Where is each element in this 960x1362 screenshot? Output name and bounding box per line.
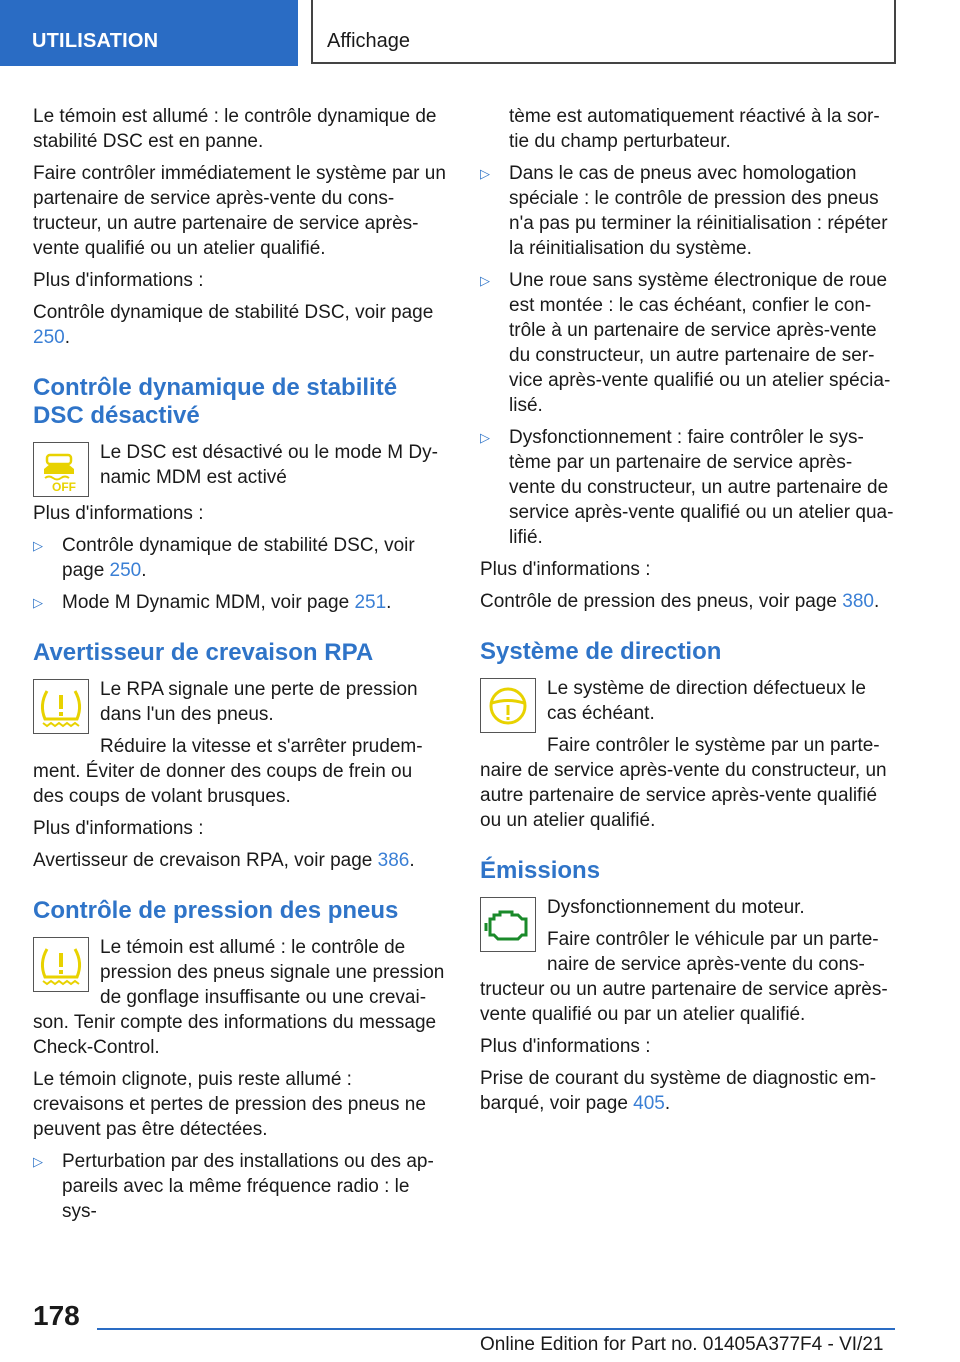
paragraph: Plus d'informations : <box>33 270 204 291</box>
triangle-bullet-icon: ▷ <box>480 273 490 288</box>
section-heading-steering: Système de direction <box>480 638 722 665</box>
paragraph: Faire contrôler le système par un parte- naire de service après-vente du constructeur, un autre partenaire de service après-vente qualifié ou un atelier qualifié. <box>480 735 887 831</box>
list-item: ▷ Dysfonctionnement : faire contrôler le sys-tème par un partenaire de service après-vente du constructeur, un autre partenaire de service après-vente qualifié ou un atelier qua-lifié. <box>480 427 894 548</box>
list-item: ▷ Une roue sans système électronique de roue est montée : le cas échéant, confier le con-trôle à un partenaire de service après-vente du constructeur, un autre partenaire de ser-vice après-vente qualifié ou un atelier spécia-lisé. <box>480 270 891 416</box>
paragraph: Réduire la vitesse et s'arrêter prudem- ment. Éviter de donner des coups de frein ou des coups de volant brusques. <box>33 736 423 807</box>
triangle-bullet-icon: ▷ <box>33 538 43 553</box>
paragraph: Plus d'informations : <box>480 1036 651 1057</box>
triangle-bullet-icon: ▷ <box>33 1154 43 1169</box>
triangle-bullet-icon: ▷ <box>33 595 43 610</box>
page-number: 178 <box>33 1300 80 1331</box>
paragraph: Faire contrôler immédiatement le système par un partenaire de service après-vente du cons-tructeur, un autre partenaire de service après-vente qualifié ou un atelier qualifié. <box>33 163 446 259</box>
paragraph: Le témoin est allumé : le contrôle dynamique de stabilité DSC est en panne. <box>33 106 437 152</box>
engine-check-icon <box>480 897 536 952</box>
dsc-block <box>33 440 447 526</box>
left-column <box>33 104 447 1231</box>
page-link[interactable]: 250 <box>109 560 142 581</box>
dsc-off-icon <box>33 442 89 497</box>
list-item: ▷ Mode M Dynamic MDM, voir page 251. <box>33 592 392 613</box>
paragraph: Plus d'informations : <box>33 818 204 839</box>
section-heading-rpa: Avertisseur de crevaison RPA <box>33 639 374 666</box>
paragraph: Contrôle dynamique de stabilité DSC, voir page 250. <box>33 302 434 348</box>
paragraph: Avertisseur de crevaison RPA, voir page 386. <box>33 850 415 871</box>
page-link[interactable]: 250 <box>33 327 65 348</box>
list-item: ▷ Perturbation par des installations ou des ap-pareils avec la même fréquence radio : le sys- <box>33 1151 434 1222</box>
paragraph: Le système de direction défectueux le cas échéant. <box>547 678 866 724</box>
list-item: ▷ Dans le cas de pneus avec homologation spéciale : le contrôle de pression des pneus n'a pas pu terminer la réinitialisation : répéter la réinitialisation du système. <box>480 163 888 259</box>
paragraph: Contrôle de pression des pneus, voir page 380. <box>480 591 880 612</box>
page-link[interactable]: 386 <box>377 850 410 871</box>
steering-warning-icon <box>480 678 536 733</box>
tpc-block <box>33 935 447 1060</box>
emissions-block <box>480 895 895 1027</box>
list-item-continuation: tème est automatiquement réactivé à la sor-tie du champ perturbateur. <box>509 106 880 152</box>
section-heading-emissions: Émissions <box>480 857 601 884</box>
paragraph: Plus d'informations : <box>33 503 204 524</box>
chapter-tab[interactable]: UTILISATION <box>0 0 298 66</box>
list-item: ▷ Contrôle dynamique de stabilité DSC, voir page 250. <box>33 535 415 581</box>
page-link[interactable]: 380 <box>842 591 874 612</box>
paragraph: Plus d'informations : <box>480 559 651 580</box>
steering-block <box>480 676 895 833</box>
triangle-bullet-icon: ▷ <box>480 166 490 181</box>
section-title: Affichage <box>311 0 896 64</box>
paragraph: Prise de courant du système de diagnostic em-barqué, voir page 405. <box>480 1068 877 1114</box>
paragraph: Le témoin clignote, puis reste allumé : crevaisons et pertes de pression des pneus ne peuvent pas être détectées. <box>33 1069 426 1140</box>
paragraph: Dysfonctionnement du moteur. <box>547 897 805 918</box>
right-column <box>480 104 895 1123</box>
svg-text:OFF: OFF <box>52 479 76 493</box>
section-heading-dsc: Contrôle dynamique de stabilité DSC désactivé <box>33 374 398 429</box>
edition-note: Online Edition for Part no. 01405A377F4 - VI/21 <box>480 1334 884 1355</box>
triangle-bullet-icon: ▷ <box>480 430 490 445</box>
paragraph: Le RPA signale une perte de pression dans l'un des pneus. <box>100 679 418 725</box>
paragraph: Le témoin est allumé : le contrôle de pression des pneus signale une pression de gonflage insuffisante ou une crevai- son. Tenir compte des informations du message Check-Control. <box>33 937 445 1058</box>
footer-divider <box>97 1328 895 1330</box>
paragraph: Faire contrôler le véhicule par un parte-naire de service après-vente du cons- tructeur ou un autre partenaire de service après-vente qualifié ou par un atelier qualifié. <box>480 929 888 1025</box>
page-link[interactable]: 251 <box>354 592 387 613</box>
section-heading-tire-pressure: Contrôle de pression des pneus <box>33 897 399 924</box>
reference-text: Contrôle dynamique de stabilité DSC, voir page <box>33 302 434 323</box>
page-header <box>0 0 960 66</box>
page-link[interactable]: 405 <box>633 1093 665 1114</box>
tire-pressure-warning-icon <box>33 679 89 734</box>
paragraph: Le DSC est désactivé ou le mode M Dy-namic MDM est activé <box>100 442 438 488</box>
tire-pressure-warning-icon <box>33 937 89 992</box>
rpa-block <box>33 677 447 809</box>
